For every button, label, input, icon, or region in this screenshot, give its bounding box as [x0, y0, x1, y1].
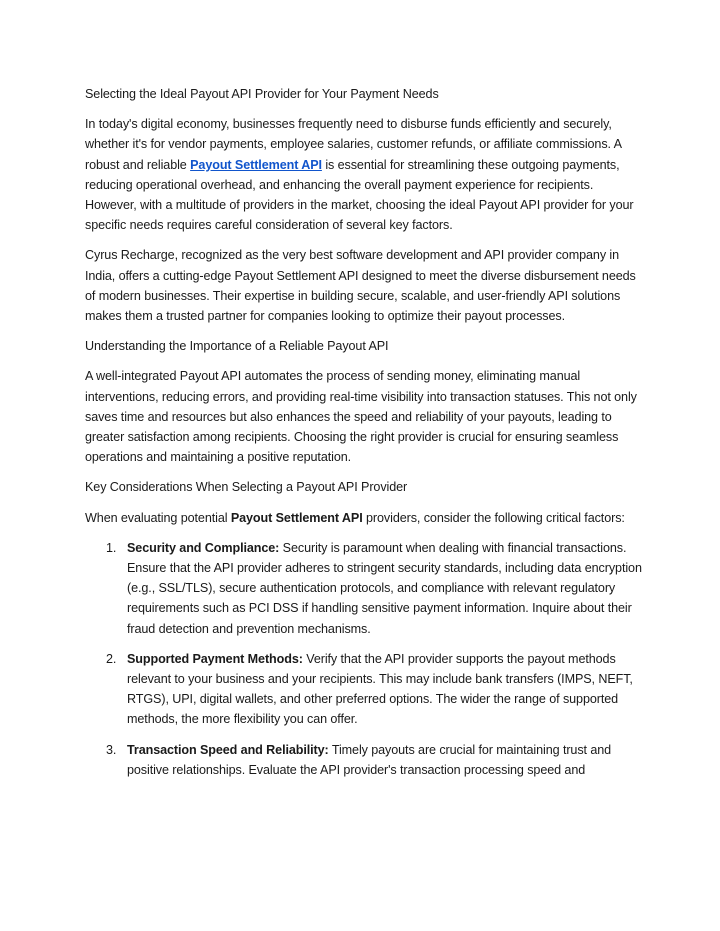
- list-item-text: Security is paramount when dealing with financial transactions. Ensure that the API provider adheres to stringent security standards, including data encryption (e.g., SSL/TLS), secure authentication protocols, and compliance with relevant regulatory requirements such as PCI DSS if handling sensitive payment information. Inquire about their fraud detection and prevention mechanisms.: [127, 540, 642, 636]
- list-item-title: Transaction Speed and Reliability:: [127, 742, 329, 757]
- paragraph-evaluating-bold: Payout Settlement API: [230, 510, 363, 525]
- paragraph-evaluating-text-after: providers, consider the following critical factors:: [362, 510, 625, 525]
- list-item: [85, 740, 645, 780]
- list-item-title: Security and Compliance:: [127, 540, 280, 555]
- list-item-number: 2.: [106, 651, 117, 666]
- document-body: [85, 84, 645, 790]
- list-item-text: Verify that the API provider supports the payout methods relevant to your business and your recipients. This may include bank transfers (IMPS, NEFT, RTGS), UPI, digital wallets, and other preferred options. The wider the range of supported methods, the more flexibility you can offer.: [127, 651, 633, 727]
- paragraph-intro: [85, 114, 645, 235]
- list-item: [85, 649, 645, 730]
- paragraph-cyrus-recharge: Cyrus Recharge, recognized as the very best software development and API provider company in India, offers a cutting-edge Payout Settlement API designed to meet the diverse disbursement needs of modern businesses. Their expertise in building secure, scalable, and user-friendly API solutions makes them a trusted partner for companies looking to optimize their payout processes.: [85, 248, 636, 324]
- paragraph-intro-text-after: is essential for streamlining these outgoing payments, reducing operational overhead, and enhancing the overall payment experience for recipients. However, with a multitude of providers in the market, choosing the ideal Payout API provider for your specific needs requires careful consideration of several key factors.: [85, 157, 634, 233]
- list-item: [85, 538, 645, 639]
- section-heading-considerations: Key Considerations When Selecting a Payout API Provider: [85, 480, 408, 495]
- list-item-text: Timely payouts are crucial for maintaining trust and positive relationships. Evaluate the API provider's transaction processing speed and: [127, 742, 612, 777]
- list-item-number: 3.: [106, 742, 117, 757]
- paragraph-evaluating: [85, 508, 645, 528]
- list-item-number: 1.: [106, 540, 117, 555]
- list-item-title: Supported Payment Methods:: [127, 651, 303, 666]
- considerations-list: [85, 538, 645, 780]
- paragraph-evaluating-text-before: When evaluating potential: [85, 510, 231, 525]
- section-heading-importance: Understanding the Importance of a Reliable Payout API: [85, 339, 389, 354]
- section-heading-selecting: Selecting the Ideal Payout API Provider for Your Payment Needs: [85, 87, 439, 101]
- payout-settlement-api-link[interactable]: Payout Settlement API: [190, 157, 322, 172]
- paragraph-importance: A well-integrated Payout API automates the process of sending money, eliminating manual interventions, reducing errors, and providing real-time visibility into transaction statuses. This not only saves time and resources but also enhances the speed and reliability of your payouts, leading to greater satisfaction among recipients. Choosing the right provider is crucial for ensuring seamless operations and maintaining a positive reputation.: [85, 369, 637, 465]
- paragraph-intro-text-before: In today's digital economy, businesses frequently need to disburse funds efficiently and securely, whether it's for vendor payments, employee salaries, customer refunds, or affiliate commissions. A robust and reliable: [85, 117, 622, 172]
